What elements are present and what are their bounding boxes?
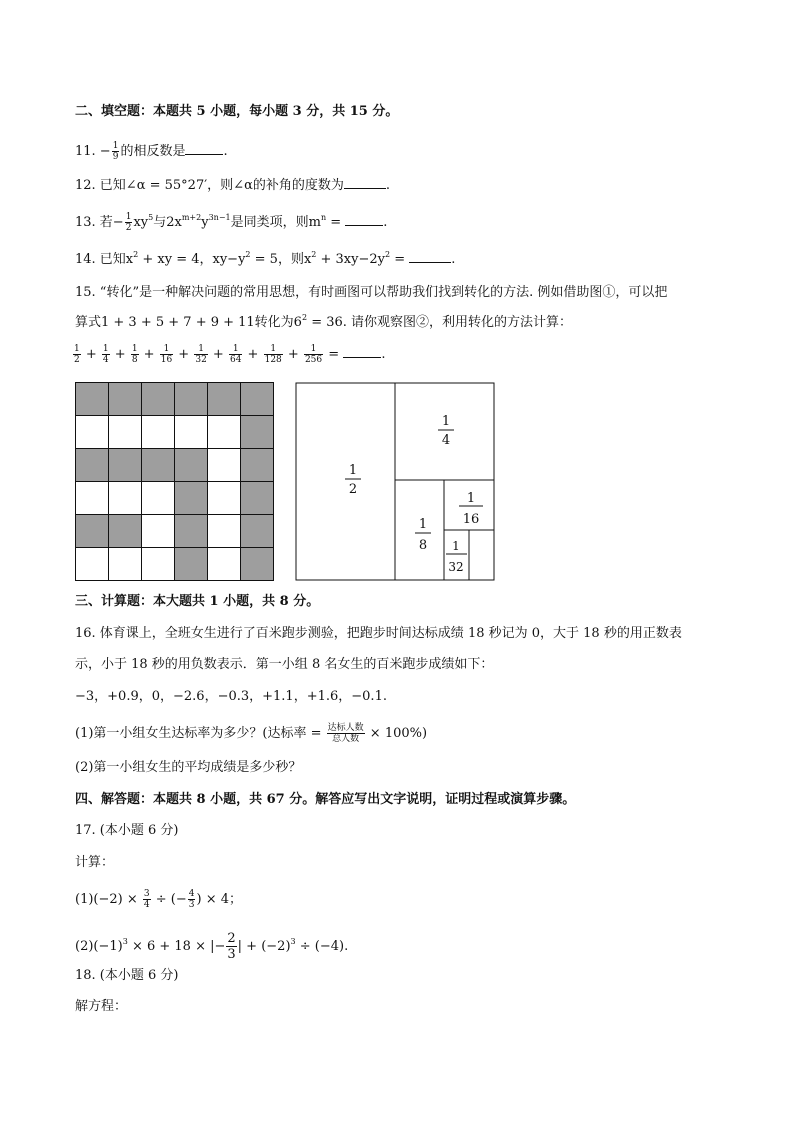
label-sixteenth-den: 16 [462, 512, 480, 527]
answer-blank[interactable] [345, 213, 383, 226]
grid-row [76, 482, 274, 515]
label-thirty-second-den: 32 [448, 560, 464, 574]
question-13: 13. 若− $\frac{1}{2}$ $xy^5$与$2x^{m+2}y^{3n-1}$是同类项，则$m^n$ = . [75, 212, 388, 233]
plus-sign: + [283, 347, 303, 362]
question-16-part1: (1)第一小组女生达标率为多少？(达标率 = $\frac{\text{达标人数}}{\text{总人数}}$ × 100%) [75, 723, 428, 744]
grid-cell [142, 548, 175, 581]
grid-cell [76, 416, 109, 449]
grid-cell-shaded [175, 548, 208, 581]
answer-blank[interactable] [185, 142, 223, 155]
label-quarter-num: 1 [441, 414, 451, 429]
plus-sign: + [110, 347, 130, 362]
plus-sign: + [208, 347, 228, 362]
answer-blank[interactable] [344, 176, 386, 189]
equals-sign: = [324, 347, 344, 362]
question-17-instruction: 计算： [75, 855, 115, 870]
section-2-title: 二、填空题：本题共 5 小题，每小题 3 分，共 15 分。 [75, 104, 399, 119]
question-14: 14. 已知$x^2$ + xy = 4，$xy-y^2 = 5$，则$x^2 + 3xy-2y^2$ = . [75, 250, 456, 267]
grid-cell-shaded [241, 515, 274, 548]
grid-cell-shaded [109, 449, 142, 482]
grid-cell-shaded [142, 449, 175, 482]
question-11: 11. − $\frac{1}{9}$ 的相反数是 . [75, 141, 228, 162]
label-sixteenth-num: 1 [466, 491, 476, 506]
question-12: 12. 已知∠α = 55°27′，则∠α的补角的度数为 . [75, 178, 390, 193]
figure-2-squares [295, 382, 495, 582]
grid-cell-shaded [109, 515, 142, 548]
grid-cell [208, 482, 241, 515]
question-18-header: 18. (本小题 6 分) [75, 968, 179, 983]
plus-sign: + [81, 347, 101, 362]
grid-cell [76, 548, 109, 581]
grid-cell-shaded [76, 383, 109, 416]
grid-cell-shaded [241, 449, 274, 482]
grid-cell [142, 515, 175, 548]
label-thirty-second-num: 1 [452, 539, 460, 553]
question-17-expr2: $(2)(-1)^3 \times 6 + 18$ × |− $\frac{2}{3}$ | + $(-2)^3 \div (-4)$. [75, 931, 349, 962]
section-4-title: 四、解答题：本题共 8 小题，共 67 分。解答应写出文字说明，证明过程或演算步骤。 [75, 792, 576, 807]
plus-sign: + [243, 347, 263, 362]
fraction-term: $\frac{1}{16}$ [160, 344, 173, 365]
fraction-term: $\frac{1}{128}$ [264, 344, 282, 365]
grid-row [76, 416, 274, 449]
grid-cell [208, 449, 241, 482]
grid-cell-shaded [175, 515, 208, 548]
grid-cell-shaded [241, 416, 274, 449]
fraction-term: $\frac{1}{8}$ [131, 344, 138, 365]
fraction-term: $\frac{1}{32}$ [195, 344, 207, 365]
grid-cell-shaded [142, 383, 175, 416]
question-16-data: −3，+0.9，0，−2.6，−0.3，+1.1，+1.6，−0.1. [75, 689, 387, 704]
fraction-term: $\frac{1}{256}$ [304, 344, 323, 365]
fraction-term: $\frac{1}{4}$ [102, 344, 109, 365]
grid-row [76, 515, 274, 548]
fraction-term: $\frac{1}{64}$ [229, 344, 242, 365]
section-3-title: 三、计算题：本大题共 1 小题，共 8 分。 [75, 594, 320, 609]
grid-cell [109, 548, 142, 581]
question-16-part2: (2)第一小组女生的平均成绩是多少秒？ [75, 760, 302, 775]
grid-cell [175, 416, 208, 449]
grid-cell-shaded [109, 383, 142, 416]
figure-1-grid [75, 382, 274, 581]
grid-cell [142, 416, 175, 449]
label-eighth-den: 8 [418, 538, 428, 553]
answer-blank[interactable] [409, 250, 451, 263]
question-17-expr1: (1)(−2) × $\frac{3}{4}$ ÷ (− $\frac{4}{3}$ ) × 4； [75, 889, 242, 910]
grid-cell [76, 482, 109, 515]
grid-cell [109, 482, 142, 515]
grid-cell [142, 482, 175, 515]
question-18-instruction: 解方程： [75, 999, 128, 1014]
grid-row [76, 548, 274, 581]
grid-cell [208, 548, 241, 581]
grid-row [76, 383, 274, 416]
question-15-expression: $\frac{1}{2}$ + $\frac{1}{4}$ + $\frac{1}{8}$ + $\frac{1}{16}$ + $\frac{1}{32}$ + $\frac{1}{64}$ + $\frac{1}{128}$ + $\frac{1}{256}$ = . [74, 344, 386, 365]
fraction-term: $\frac{1}{2}$ [74, 344, 80, 365]
label-eighth-num: 1 [418, 517, 428, 532]
grid-cell [109, 416, 142, 449]
question-17-header: 17. (本小题 6 分) [75, 823, 179, 838]
grid-cell-shaded [175, 482, 208, 515]
grid-cell-shaded [241, 482, 274, 515]
grid-cell [208, 416, 241, 449]
plus-sign: + [139, 347, 159, 362]
label-half-den: 2 [348, 482, 358, 497]
grid-cell-shaded [76, 449, 109, 482]
grid-cell-shaded [76, 515, 109, 548]
label-quarter-den: 4 [441, 433, 451, 448]
answer-blank[interactable] [343, 345, 381, 358]
question-15-line2: 算式1 + 3 + 5 + 7 + 9 + 11转化为$6^2 = 36$. 请你观察图②，利用转化的方法计算： [75, 313, 573, 330]
grid-cell [208, 515, 241, 548]
grid-row [76, 449, 274, 482]
question-15-line1: 15. “转化”是一种解决问题的常用思想，有时画图可以帮助我们找到转化的方法. 例如借助图①，可以把 [75, 285, 668, 300]
grid-cell-shaded [241, 548, 274, 581]
grid-cell-shaded [208, 383, 241, 416]
grid-cell-shaded [175, 383, 208, 416]
grid-cell-shaded [175, 449, 208, 482]
label-half-num: 1 [348, 463, 358, 478]
plus-sign: + [174, 347, 194, 362]
question-16-line2: 示，小于 18 秒的用负数表示．第一小组 8 名女生的百米跑步成绩如下： [75, 657, 494, 672]
question-16-line1: 16. 体育课上，全班女生进行了百米跑步测验，把跑步时间达标成绩 18 秒记为 0，大于 18 秒的用正数表 [75, 626, 682, 641]
grid-cell-shaded [241, 383, 274, 416]
